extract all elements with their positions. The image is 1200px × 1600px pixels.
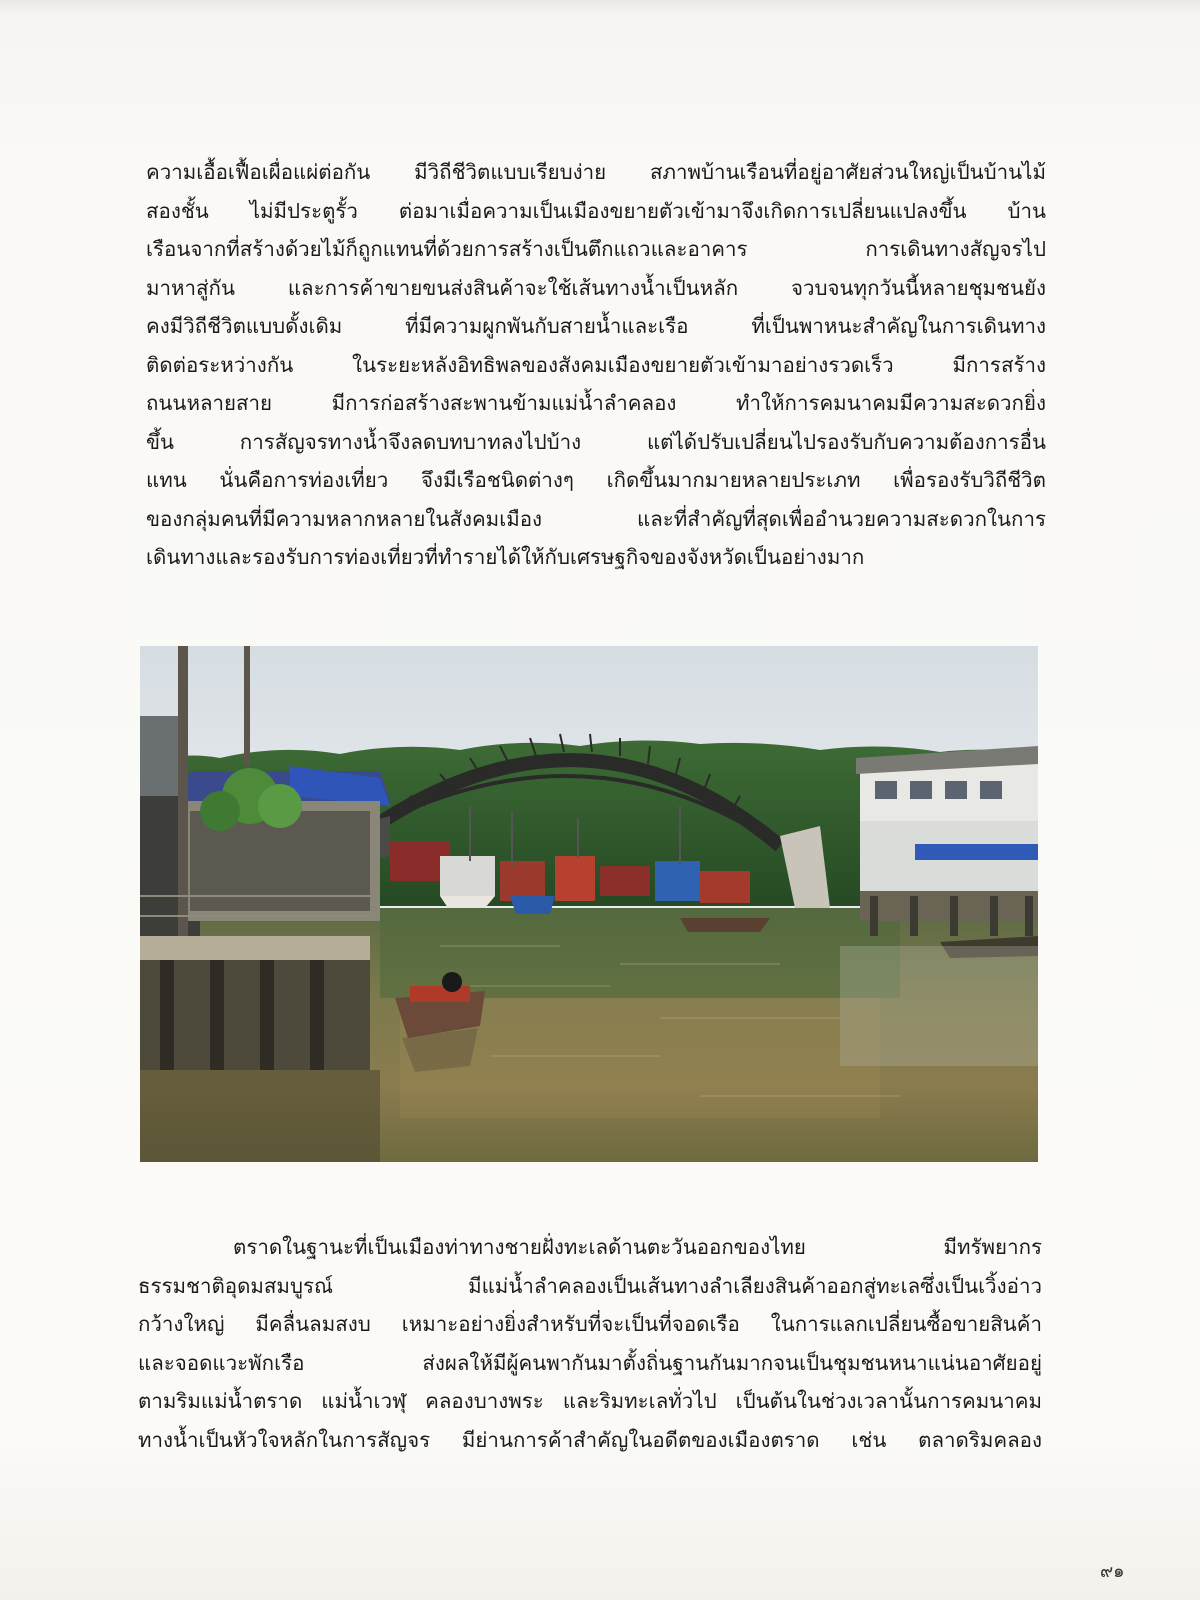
paragraph-line: ตราดในฐานะที่เป็นเมืองท่าทางชายฝั่งทะเลด้านตะวันออกของไทย มีทรัพยากร <box>233 1235 1042 1259</box>
paragraph-line: ถนนหลายสาย มีการก่อสร้างสะพานข้ามแม่น้ำลำคลอง ทำให้การคมนาคมมีความสะดวกยิ่ง <box>146 391 1046 415</box>
page-number: ๙๑ <box>1100 1561 1125 1582</box>
paragraph-line: ความเอื้อเฟื้อเผื่อแผ่ต่อกัน มีวิถีชีวิตแบบเรียบง่าย สภาพบ้านเรือนที่อยู่อาศัยส่วนใหญ่เป็นบ้านไม้ <box>146 160 1046 184</box>
page-edge-shadow <box>0 0 1200 14</box>
paragraph-line: ของกลุ่มคนที่มีความหลากหลายในสังคมเมือง และที่สำคัญที่สุดเพื่ออำนวยความสะดวกในการ <box>146 506 1046 531</box>
paragraph-line: ธรรมชาติอุดมสมบูรณ์ มีแม่น้ำลำคลองเป็นเส้นทางลำเลียงสินค้าออกสู่ทะเลซึ่งเป็นเวิ้งอ่าว <box>138 1273 1042 1298</box>
paragraph-line: คงมีวิถีชีวิตแบบดั้งเดิม ที่มีความผูกพันกับสายน้ำและเรือ ที่เป็นพาหนะสำคัญในการเดินทาง <box>146 314 1046 338</box>
paragraph-line: และจอดแวะพักเรือ ส่งผลให้มีผู้คนพากันมาตั้งถิ่นฐานกันมากจนเป็นชุมชนหนาแน่นอาศัยอยู่ <box>138 1350 1042 1375</box>
paragraph-line: ตามริมแม่น้ำตราด แม่น้ำเวฬุ คลองบางพระ และริมทะเลทั่วไป เป็นต้นในช่วงเวลานั้นการคมนาคม <box>138 1389 1042 1413</box>
paragraph-line: เดินทางและรองรับการท่องเที่ยวที่ทำรายได้ให้กับเศรษฐกิจของจังหวัดเป็นอย่างมาก <box>146 545 865 569</box>
paragraph-line: เรือนจากที่สร้างด้วยไม้ก็ถูกแทนที่ด้วยการสร้างเป็นตึกแถวและอาคาร การเดินทางสัญจรไป <box>146 237 1046 261</box>
body-paragraph-1 <box>146 153 1046 577</box>
paragraph-line: ขึ้น การสัญจรทางน้ำจึงลดบทบาทลงไปบ้าง แต่ได้ปรับเปลี่ยนไปรองรับกับความต้องการอื่น <box>146 429 1046 454</box>
paragraph-line: กว้างใหญ่ มีคลื่นลมสงบ เหมาะอย่างยิ่งสำหรับที่จะเป็นที่จอดเรือ ในการแลกเปลี่ยนซื้อขายสินค้า <box>138 1312 1042 1336</box>
paragraph-line: สองชั้น ไม่มีประตูรั้ว ต่อมาเมื่อความเป็นเมืองขยายตัวเข้ามาจึงเกิดการเปลี่ยนแปลงขึ้น บ้าน <box>146 198 1046 223</box>
paragraph-line: ทางน้ำเป็นหัวใจหลักในการสัญจร มีย่านการค้าสำคัญในอดีตของเมืองตราด เช่น ตลาดริมคลอง <box>138 1427 1042 1452</box>
body-paragraph-2 <box>138 1228 1042 1459</box>
canal-bridge-photo <box>140 646 1038 1162</box>
paragraph-line: แทน นั่นคือการท่องเที่ยว จึงมีเรือชนิดต่างๆ เกิดขึ้นมากมายหลายประเภท เพื่อรองรับวิถีชีวิต <box>146 468 1046 492</box>
paragraph-line: ติดต่อระหว่างกัน ในระยะหลังอิทธิพลของสังคมเมืองขยายตัวเข้ามาอย่างรวดเร็ว มีการสร้าง <box>146 352 1046 377</box>
paragraph-line: มาหาสู่กัน และการค้าขายขนส่งสินค้าจะใช้เส้นทางน้ำเป็นหลัก จวบจนทุกวันนี้หลายชุมชนยัง <box>146 275 1046 300</box>
